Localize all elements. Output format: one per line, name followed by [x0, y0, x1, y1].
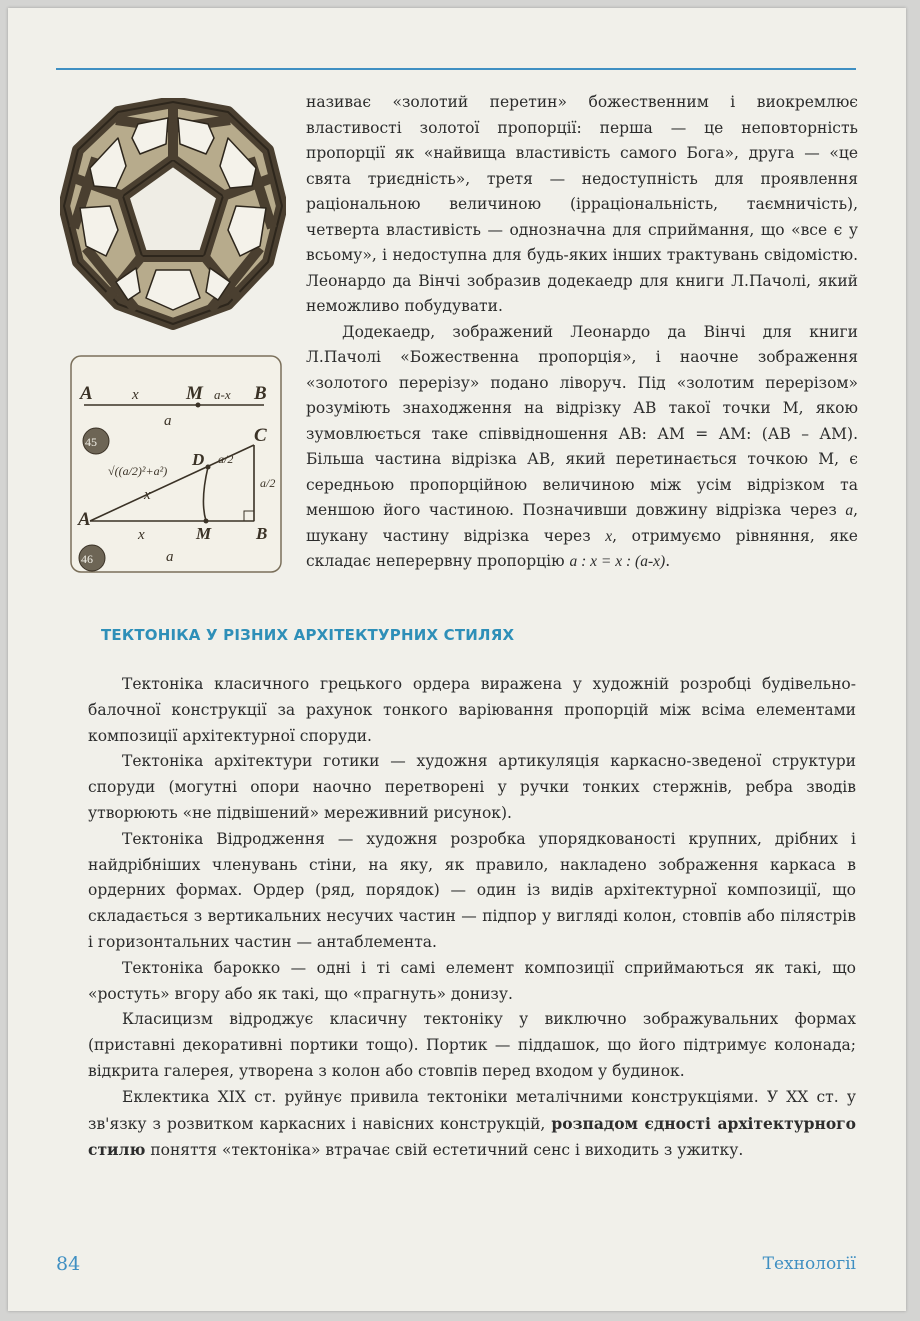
- label-a1: A: [80, 383, 93, 404]
- label-a-len1: a: [164, 413, 172, 429]
- point-d: [206, 465, 211, 470]
- label-a-len2: a: [166, 549, 174, 565]
- label-a-minus-x: a-x: [214, 387, 231, 402]
- eclecticism-bold: розпадом єдності архітектурного стилю: [88, 1113, 856, 1160]
- proportion-formula: a : x = x : (a-x): [569, 553, 666, 570]
- diagram-frame: [71, 356, 281, 572]
- body-text: [88, 672, 856, 1164]
- label-m1: M: [186, 383, 203, 404]
- label-a-half-side: a/2: [260, 476, 276, 490]
- variable-x: x: [605, 527, 613, 545]
- golden-section-diagram: [68, 353, 284, 575]
- running-footer-title: Технології: [762, 1254, 856, 1274]
- label-x2: x: [144, 487, 151, 503]
- column-paragraph-2-end: .: [665, 552, 671, 570]
- page-number: 84: [56, 1253, 81, 1275]
- label-x3: x: [138, 527, 145, 543]
- label-a3: A: [78, 509, 91, 530]
- body-paragraph-renaissance: Тектоніка Відродження — художня розробка упорядкованості крупних, дрібних і найдрібніших членувань стіни, на яку, як правило, накладено зображення каркаса в ордерних формах. Ордер (ряд, порядок) — один із видів архітектурної композиції, що складається з вертикальних несучих частин — підпор у вигляді колон, стовпів або пілястрів і горизонтальних частин — антаблемента.: [88, 829, 856, 951]
- label-d: D: [192, 450, 205, 469]
- label-b1: B: [254, 383, 267, 404]
- column-paragraph-2-mid: , шукану частину відрізка через: [306, 501, 858, 545]
- column-paragraph-2-tail: , отримуємо рівняння, яке складає неперервну пропорцію: [306, 526, 858, 570]
- body-paragraph-classicism: Класицизм відроджує класичну тектоніку у виключно зображувальних формах (приставні декоративні портики тощо). Портик — піддашок, що його підтримує колонада; відкрита галерея, утворена з колон або стовпів перед входом у будинок.: [88, 1010, 856, 1080]
- variable-a: a: [845, 502, 854, 519]
- label-sqrt: √((a/2)²+a²): [108, 464, 168, 478]
- label-c: C: [254, 425, 267, 446]
- label-m2: M: [196, 524, 212, 543]
- body-paragraph-gothic: Тектоніка архітектури готики — художня артикуляція каркасно-зведеної структури споруди (могутні опори наочно перетворені у ручки тонких стержнів, ребра зводів утворюють «не підвішений» мереживний рисунок).: [88, 752, 856, 822]
- badge-45-label: 45: [85, 435, 97, 449]
- point-m-lower: [204, 519, 209, 524]
- eclecticism-start: Еклектика XIX ст. руйнує привила тектоніки металічними конструкціями. У XX ст. у зв'язку з розвитком каркасних і навісних конструкцій,: [88, 1087, 856, 1133]
- column-paragraph-2: [306, 320, 858, 575]
- dodecahedron-illustration: [60, 98, 286, 330]
- column-paragraph-1: називає «золотий перетин» божественним і виокремлює властивості золотої пропорції: перша — це неповторність пропорції як «найвища властивість самого Бога», друга — «це свята триєдність», третя — недоступність для проявлення раціональною величиною (ірраціональність, таємничість), четверта властивість — однозначна для сприймання, що «все є у всьому», і недоступна для будь-яких інших трактувань свідомістю. Леонардо да Вінчі зобразив додекаедр для книги Л.Пачолі, який неможливо побудувати.: [306, 93, 858, 315]
- top-rule: [56, 68, 856, 70]
- label-x1: x: [132, 387, 139, 403]
- eclecticism-end: поняття «тектоніка» втрачає свій естетичний сенс і виходить з ужитку.: [150, 1141, 744, 1160]
- section-heading: ТЕКТОНІКА У РІЗНИХ АРХІТЕКТУРНИХ СТИЛЯХ: [101, 626, 515, 644]
- body-paragraph-eclecticism: [88, 1085, 856, 1164]
- label-b2: B: [256, 524, 268, 543]
- right-column-text: [306, 90, 858, 575]
- body-paragraph-baroque: Тектоніка барокко — одні і ті самі елемент композиції сприймаються як такі, що «ростуть» вгору або як такі, що «прагнуть» донизу.: [88, 958, 856, 1003]
- label-a-half-top: a/2: [218, 452, 234, 466]
- badge-46-label: 46: [81, 552, 93, 566]
- body-paragraph-greek: Тектоніка класичного грецького ордера виражена у художній розробці будівельно-балочної конструкції за рахунок тонкого варіювання пропорцій між всіма елементами композиції архітектурної споруди.: [88, 675, 856, 745]
- page: [8, 8, 906, 1311]
- column-paragraph-2-start: Додекаедр, зображений Леонардо да Вінчі для книги Л.Пачолі «Божественна пропорція», і наочне зображення «золотого перерізу» подано ліворуч. Під «золотим перерізом» розуміють знаходження на відрізку АВ такої точки М, якою зумовлюється таке співвідношення АВ: АМ = АМ: (АВ – АМ). Більша частина відрізка АВ, який перетинається точкою М, є середньою пропорційною величиною між усім відрізком та меншою його частиною. Позначивши довжину відрізка через: [306, 322, 858, 519]
